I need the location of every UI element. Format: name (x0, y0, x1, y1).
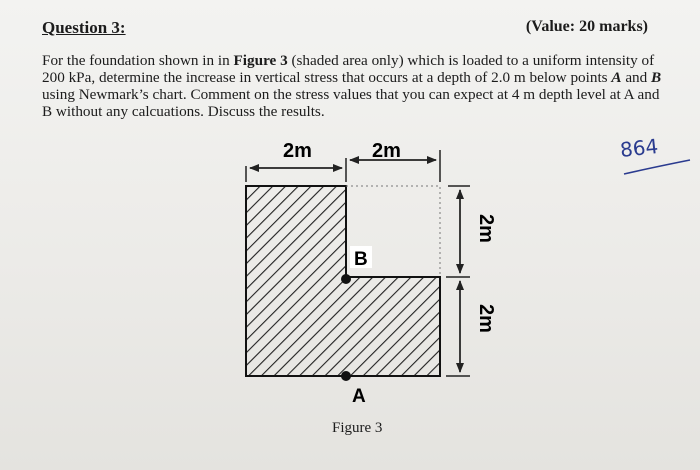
figure-reference: Figure 3 (233, 52, 288, 69)
question-marks: (Value: 20 marks) (525, 18, 648, 35)
question-text-part-2: (shaded area only) which is loaded to a uniform intensity of 200 kPa, determine the increase in vertical stress that occurs at a depth of 2.0 m below points (42, 52, 655, 86)
point-a-label: A (352, 386, 366, 407)
top-dim-right-label: 2m (372, 140, 401, 162)
handwritten-note: 864 (618, 134, 660, 162)
right-dim-lower-label: 2m (475, 304, 497, 333)
point-b-label: B (354, 249, 368, 270)
point-a-reference: A (611, 69, 622, 86)
point-b-reference: B (651, 69, 662, 86)
question-text-part-4: using Newmark’s chart. Comment on the stress values that you can expect at 4 m depth level at A and B without any calcuations. Discuss the results. (42, 86, 660, 120)
question-text-part-3: and (621, 69, 652, 86)
question-text-part-1: For the foundation shown in in (42, 52, 234, 69)
figure-caption: Figure 3 (332, 420, 383, 436)
right-dim-upper-label: 2m (475, 214, 497, 243)
top-dim-left-label: 2m (283, 140, 312, 162)
question-title: Question 3: (42, 18, 126, 37)
